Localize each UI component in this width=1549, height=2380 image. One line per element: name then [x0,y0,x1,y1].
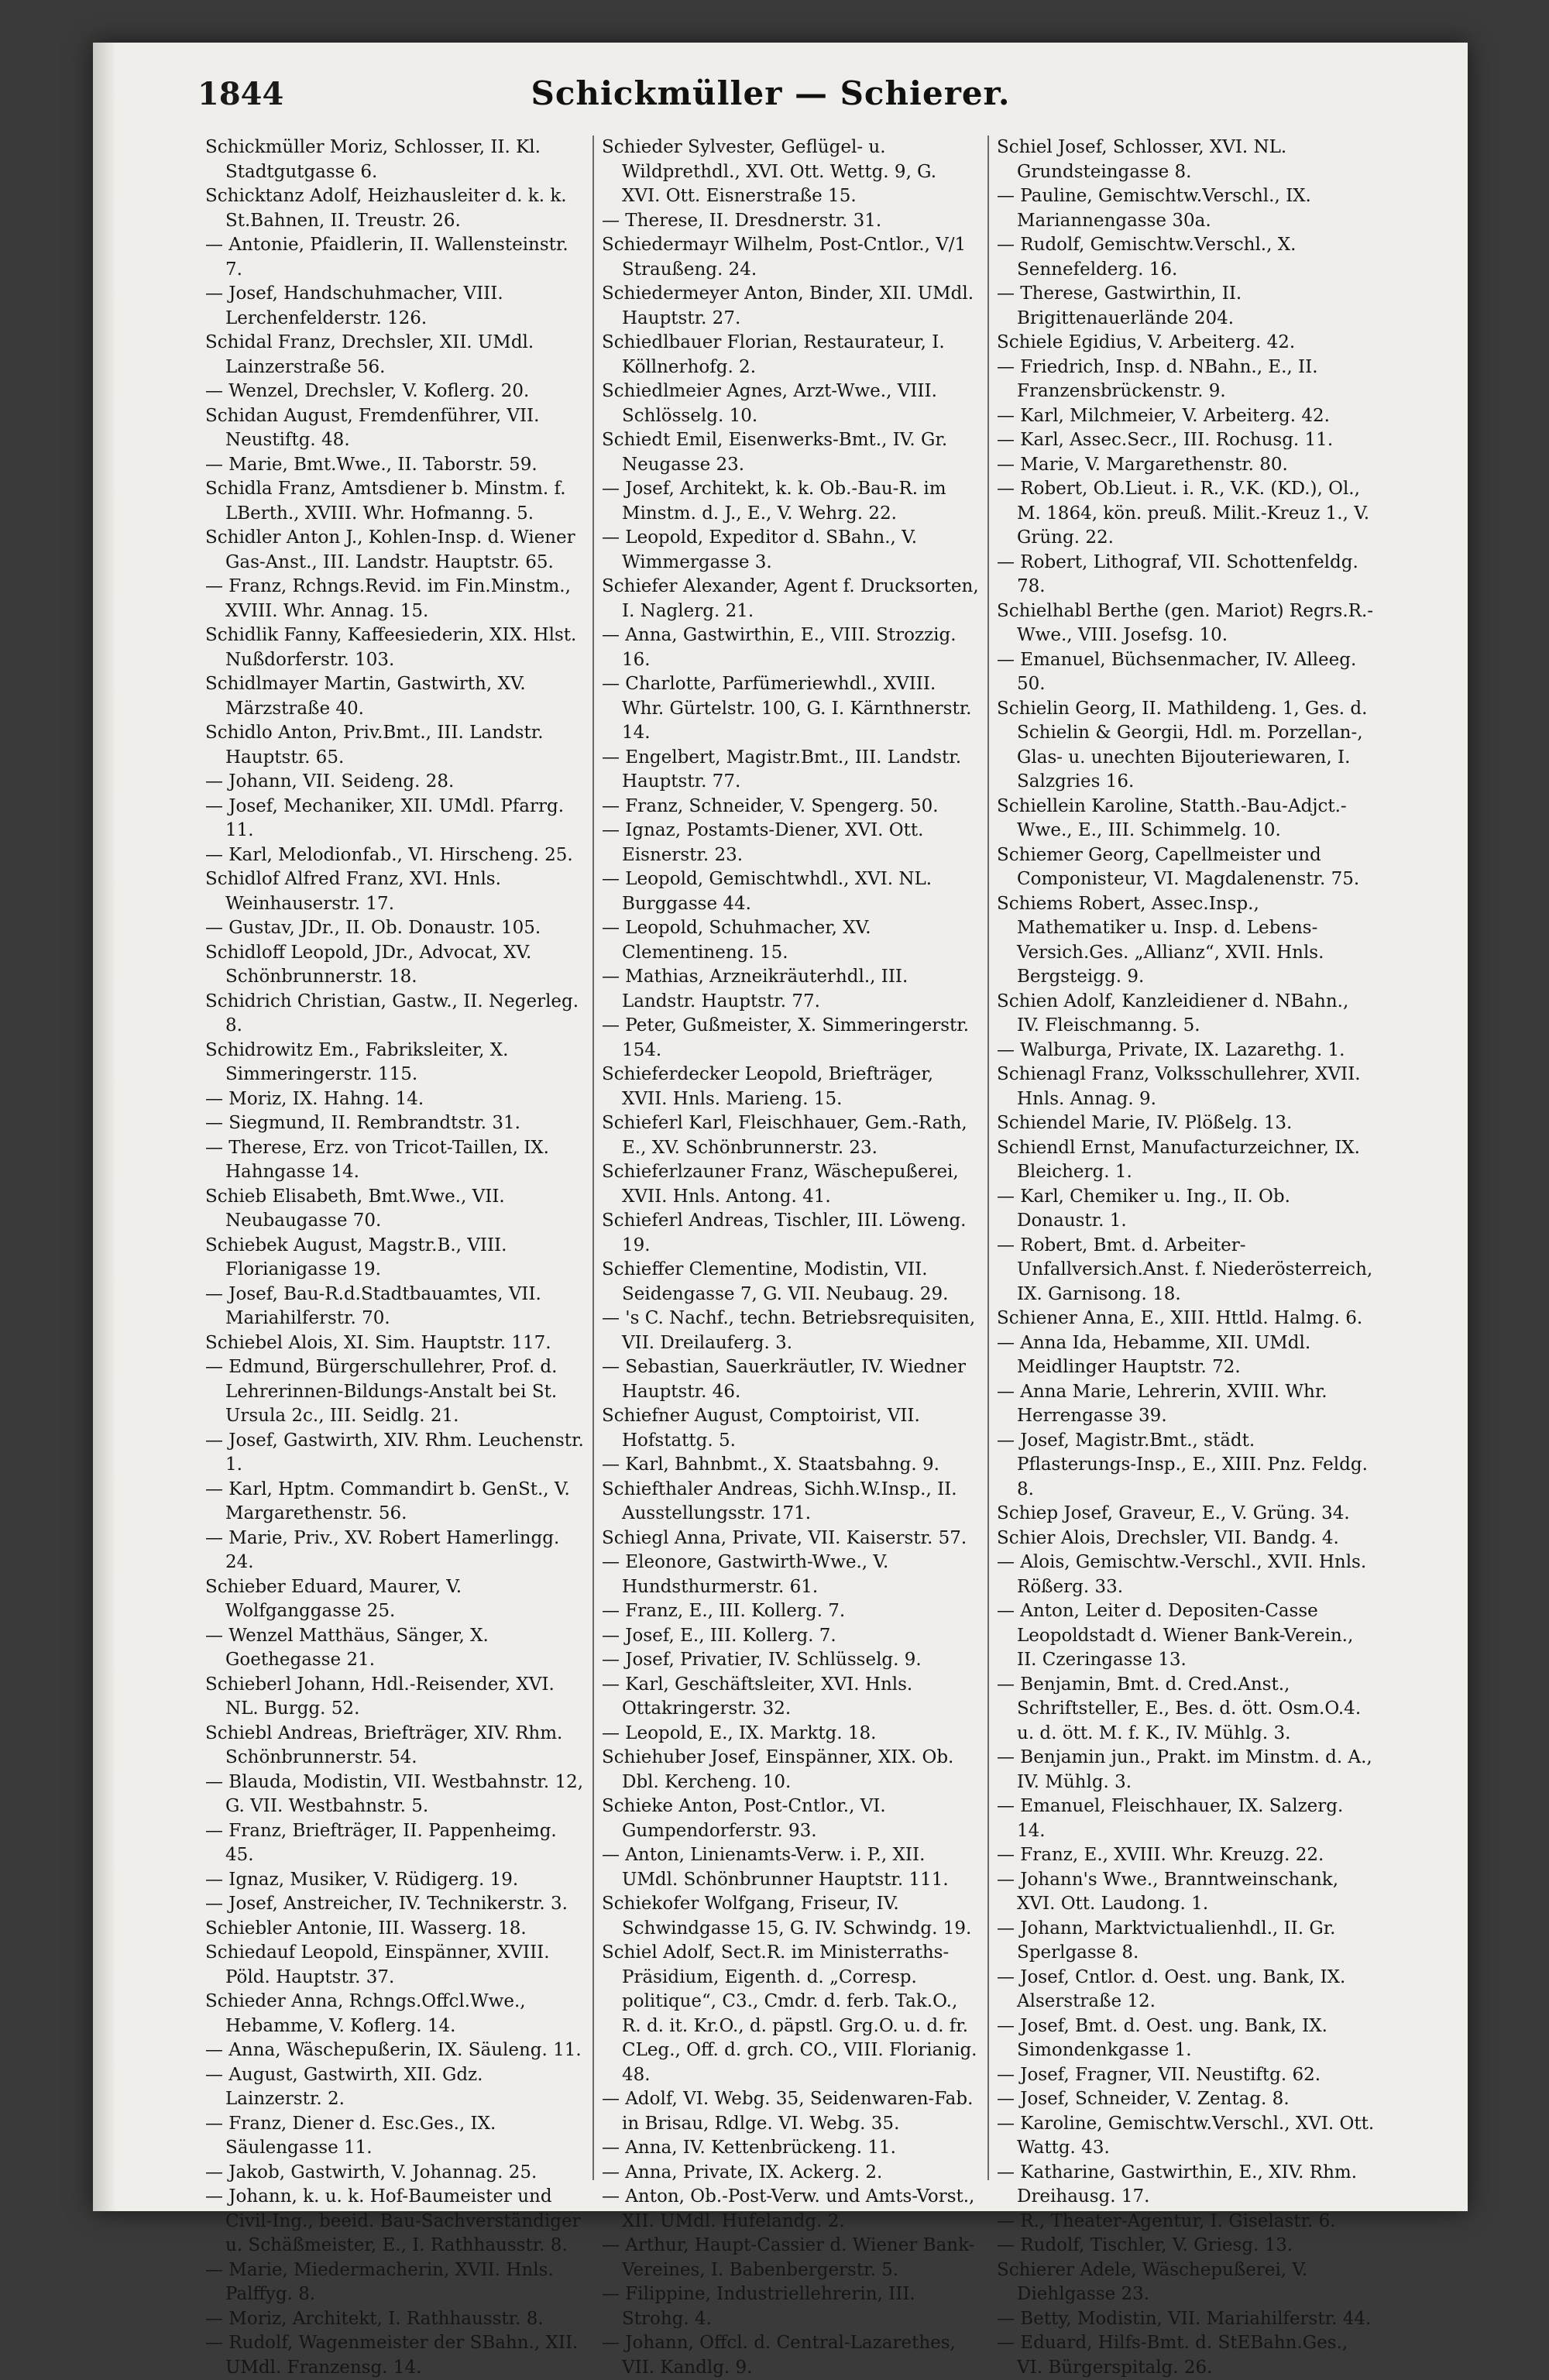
directory-entry: — Josef, E., III. Kollerg. 7. [602,1625,836,1646]
directory-entry: Schieferl Karl, Fleischhauer, Gem.-Rath, E., XV. Schönbrunnerstr. 23. [602,1113,967,1158]
directory-entry: — Leopold, Expeditor d. SBahn., V. Wimmergasse 3. [602,527,918,572]
directory-entry: — Anna, IV. Kettenbrückeng. 11. [602,2138,896,2158]
directory-entry: — Johann, k. u. k. Hof-Baumeister und Civil-Ing., beeid. Bau-Sachverständiger u. Schäßmeister, E., I. Rathhausstr. 8. [205,2186,581,2255]
directory-entry: — Therese, II. Dresdnerstr. 31. [602,210,882,231]
directory-entry: Schiedermayr Wilhelm, Post-Cntlor., V/1 Straußeng. 24. [602,235,967,280]
directory-entry: Schieferl Andreas, Tischler, III. Löweng. 19. [602,1211,967,1255]
directory-entry: Schickmüller Moriz, Schlosser, II. Kl. Stadtgutgasse 6. [205,137,541,182]
directory-entry: Schielhabl Berthe (gen. Mariot) Regrs.R.-Wwe., VIII. Josefsg. 10. [997,600,1374,645]
directory-entry: Schiefthaler Andreas, Sichh.W.Insp., II. Ausstellungsstr. 171. [602,1478,957,1523]
directory-entry: — Robert, Bmt. d. Arbeiter-Unfallversich.Anst. f. Niederösterreich, IX. Garnisong. 18. [997,1235,1373,1304]
directory-entry: Schicktanz Adolf, Heizhausleiter d. k. k. St.Bahnen, II. Treustr. 26. [205,186,567,231]
directory-entry: — Karl, Chemiker u. Ing., II. Ob. Donaustr. 1. [997,1186,1290,1231]
directory-entry: Schiebel Alois, XI. Sim. Hauptstr. 117. [205,1332,551,1353]
directory-entry: — Karl, Melodionfab., VI. Hirscheng. 25. [205,844,573,865]
directory-entry: — Josef, Handschuhmacher, VIII. Lerchenfelderstr. 126. [205,283,503,328]
directory-entry: — Leopold, E., IX. Marktg. 18. [602,1722,877,1743]
directory-entry: — Anna, Wäschepußerin, IX. Säuleng. 11. [205,2040,582,2060]
directory-entry: Schiems Robert, Assec.Insp., Mathematiker u. Insp. d. Lebens-Versich.Ges. „Allianz“, XVII. Hnls. Bergsteigg. 9. [997,893,1324,987]
directory-entry: Schiegl Anna, Private, VII. Kaiserstr. 57. [602,1527,967,1548]
directory-entry: — Marie, Priv., XV. Robert Hamerlingg. 24. [205,1527,560,1572]
directory-entry: — Josef, Bmt. d. Oest. ung. Bank, IX. Simondenkgasse 1. [997,2015,1327,2060]
directory-entry: Schiedauf Leopold, Einspänner, XVIII. Pöld. Hauptstr. 37. [205,1942,550,1987]
directory-entry: — Franz, E., III. Kollerg. 7. [602,1601,846,1621]
directory-entry: — Josef, Privatier, IV. Schlüsselg. 9. [602,1650,922,1670]
directory-entry: — Therese, Erz. von Tricot-Taillen, IX. Hahngasse 14. [205,1137,549,1182]
directory-entry: Schidrich Christian, Gastw., II. Negerleg. 8. [205,991,579,1035]
directory-entry: Schidlmayer Martin, Gastwirth, XV. Märzstraße 40. [205,674,526,719]
directory-entry: — Johann, VII. Seideng. 28. [205,771,455,792]
directory-entry: Schiel Josef, Schlosser, XVI. NL. Grundsteingasse 8. [997,137,1287,182]
directory-entry: Schieberl Johann, Hdl.-Reisender, XVI. NL. Burgg. 52. [205,1674,555,1719]
directory-entry: — August, Gastwirth, XII. Gdz. Lainzerstr. 2. [205,2064,483,2109]
directory-entry: — Mathias, Arzneikräuterhdl., III. Landstr. Hauptstr. 77. [602,967,908,1011]
directory-entry: — Eduard, Hilfs-Bmt. d. StEBahn.Ges., VI. Bürgerspitalg. 26. [997,2333,1348,2378]
directory-entry: — Moriz, Architekt, I. Rathhausstr. 8. [205,2308,544,2329]
directory-entry: — Betty, Modistin, VII. Mariahilferstr. 44. [997,2308,1372,2329]
directory-entry: — Marie, Bmt.Wwe., II. Taborstr. 59. [205,454,538,475]
directory-entry: — Robert, Lithograf, VII. Schottenfeldg. 78. [997,551,1358,596]
directory-entry: — Rudolf, Wagenmeister der SBahn., XII. UMdl. Franzensg. 14. [205,2333,579,2378]
directory-entry: — Benjamin, Bmt. d. Cred.Anst., Schriftsteller, E., Bes. d. ött. Osm.O.4. u. d. ött. M. f. K., IV. Mühlg. 3. [997,1674,1362,1743]
directory-column-2 [592,136,987,2378]
directory-column-1 [197,136,592,2378]
directory-entry: — Robert, Ob.Lieut. i. R., V.K. (KD.), Ol., M. 1864, kön. preuß. Milit.-Kreuz 1., V. Grüng. 22. [997,479,1370,548]
directory-entry: — Wenzel, Drechsler, V. Koflerg. 20. [205,381,530,401]
directory-entry: — Leopold, Schuhmacher, XV. Clementineng. 15. [602,918,871,963]
directory-entry: Schidloff Leopold, JDr., Advocat, XV. Schönbrunnerstr. 18. [205,942,532,987]
directory-entry: — Karl, Geschäftsleiter, XVI. Hnls. Ottakringerstr. 32. [602,1674,913,1719]
directory-entry: Schiemer Georg, Capellmeister und Componisteur, VI. Magdalenenstr. 75. [997,844,1360,889]
directory-entry: Schieber Eduard, Maurer, V. Wolfganggasse 25. [205,1576,462,1621]
directory-entry: Schiendel Marie, IV. Plößelg. 13. [997,1113,1293,1133]
directory-entry: Schien Adolf, Kanzleidiener d. NBahn., IV. Fleischmanng. 5. [997,991,1349,1035]
directory-entry: — Karl, Milchmeier, V. Arbeiterg. 42. [997,405,1330,426]
directory-entry: Schiekofer Wolfgang, Friseur, IV. Schwindgasse 15, G. IV. Schwindg. 19. [602,1894,972,1939]
directory-entry: Schierer Adele, Wäschepußerei, V. Diehlgasse 23. [997,2259,1308,2304]
directory-entry: — Wenzel Matthäus, Sänger, X. Goethegasse 21. [205,1625,489,1670]
directory-entry: — Johann, Marktvictualienhdl., II. Gr. Sperlgasse 8. [997,1918,1336,1963]
directory-entry: — Anna Ida, Hebamme, XII. UMdl. Meidlinger Hauptstr. 72. [997,1332,1311,1377]
directory-entry: — Karl, Bahnbmt., X. Staatsbahng. 9. [602,1454,939,1475]
directory-entry: — Gustav, JDr., II. Ob. Donaustr. 105. [205,918,541,938]
directory-entry: — Edmund, Bürgerschullehrer, Prof. d. Lehrerinnen-Bildungs-Anstalt bei St. Ursula 2c., III. Seidlg. 21. [205,1357,558,1426]
directory-entry: — Anna Marie, Lehrerin, XVIII. Whr. Herrengasse 39. [997,1381,1327,1426]
directory-entry: — Filippine, Industriellehrerin, III. Strohg. 4. [602,2284,915,2329]
directory-entry: Schieder Sylvester, Geflügel- u. Wildprethdl., XVI. Ott. Wettg. 9, G. XVI. Ott. Eisnerstraße 15. [602,137,937,206]
directory-entry: — 's C. Nachf., techn. Betriebsrequisiten, VII. Dreilauferg. 3. [602,1308,976,1353]
directory-entry: — Ignaz, Musiker, V. Rüdigerg. 19. [205,1869,519,1890]
directory-entry: — Anna, Gastwirthin, E., VIII. Strozzig. 16. [602,625,957,670]
directory-entry: — Johann's Wwe., Branntweinschank, XVI. Ott. Laudong. 1. [997,1869,1339,1914]
directory-entry: — Josef, Magistr.Bmt., städt. Pflasterungs-Insp., E., XIII. Pnz. Feldg. 8. [997,1430,1368,1499]
directory-entry: — Karl, Assec.Secr., III. Rochusg. 11. [997,430,1334,450]
directory-entry: Schiebler Antonie, III. Wasserg. 18. [205,1918,527,1939]
directory-entry: — Josef, Architekt, k. k. Ob.-Bau-R. im Minstm. d. J., E., V. Wehrg. 22. [602,479,946,524]
page-header [197,70,1344,124]
directory-entry: Schiebek August, Magstr.B., VIII. Florianigasse 19. [205,1235,507,1279]
directory-entry: — Anna, Private, IX. Ackerg. 2. [602,2162,883,2183]
directory-entry: Schieke Anton, Post-Cntlor., VI. Gumpendorferstr. 93. [602,1796,886,1841]
directory-entry: — Antonie, Pfaidlerin, II. Wallensteinstr. 7. [205,235,568,280]
directory-entry: — Franz, Schneider, V. Spengerg. 50. [602,795,939,816]
directory-entry: — Josef, Bau-R.d.Stadtbauamtes, VII. Mariahilferstr. 70. [205,1283,541,1328]
directory-entry: Schieder Anna, Rchngs.Offcl.Wwe., Hebamme, V. Koflerg. 14. [205,1991,526,2036]
directory-entry: — Emanuel, Fleischhauer, IX. Salzerg. 14. [997,1796,1344,1841]
directory-entry: Schidrowitz Em., Fabriksleiter, X. Simmeringerstr. 115. [205,1039,509,1084]
directory-entry: Schiebl Andreas, Briefträger, XIV. Rhm. Schönbrunnerstr. 54. [205,1722,563,1767]
directory-entry: Schiener Anna, E., XIII. Httld. Halmg. 6. [997,1308,1363,1328]
directory-entry: — Peter, Gußmeister, X. Simmeringerstr. 154. [602,1015,970,1060]
page-gutter [93,43,116,2211]
directory-entry: — Josef, Gastwirth, XIV. Rhm. Leuchenstr. 1. [205,1430,584,1475]
directory-entry: — R., Theater-Agentur, I. Giselastr. 6. [997,2210,1336,2231]
directory-entry: Schiehuber Josef, Einspänner, XIX. Ob. Dbl. Kercheng. 10. [602,1747,954,1792]
directory-entry: — Rudolf, Gemischtw.Verschl., X. Sennefelderg. 16. [997,235,1297,280]
directory-entry: Schielin Georg, II. Mathildeng. 1, Ges. d. Schielin & Georgii, Hdl. m. Porzellan-, Glas- u. unechten Bijouteriewaren, I. Salzgries 16. [997,698,1368,792]
directory-entry: — Josef, Anstreicher, IV. Technikerstr. 3. [205,1894,568,1914]
directory-entry: Schidlo Anton, Priv.Bmt., III. Landstr. Hauptstr. 65. [205,723,544,768]
directory-entry: Schieb Elisabeth, Bmt.Wwe., VII. Neubaugasse 70. [205,1186,505,1231]
directory-entry: Schiedermeyer Anton, Binder, XII. UMdl. Hauptstr. 27. [602,283,974,328]
directory-entry: — Sebastian, Sauerkräutler, IV. Wiedner Hauptstr. 46. [602,1357,966,1402]
directory-entry: — Ignaz, Postamts-Diener, XVI. Ott. Eisnerstr. 23. [602,820,924,865]
directory-entry: — Moriz, IX. Hahng. 14. [205,1088,424,1109]
directory-entry: Schienagl Franz, Volksschullehrer, XVII. Hnls. Annag. 9. [997,1064,1361,1109]
directory-entry: — Franz, Diener d. Esc.Ges., IX. Säulengasse 11. [205,2113,496,2158]
directory-entry: — Friedrich, Insp. d. NBahn., E., II. Franzensbrückenstr. 9. [997,356,1318,401]
directory-entry: Schidal Franz, Drechsler, XII. UMdl. Lainzerstraße 56. [205,332,534,377]
directory-entry: — Arthur, Haupt-Cassier d. Wiener Bank-Vereines, I. Babenbergerstr. 5. [602,2235,975,2280]
directory-entry: — Anton, Leiter d. Depositen-Casse Leopoldstadt d. Wiener Bank-Verein., II. Czeringasse 13. [997,1601,1354,1670]
directory-entry: — Blauda, Modistin, VII. Westbahnstr. 12, G. VII. Westbahnstr. 5. [205,1771,584,1816]
directory-entry: Schidler Anton J., Kohlen-Insp. d. Wiener Gas-Anst., III. Landstr. Hauptstr. 65. [205,527,575,572]
directory-entry: — Josef, Mechaniker, XII. UMdl. Pfarrg. 11. [205,795,565,840]
directory-entry: Schidlik Fanny, Kaffeesiederin, XIX. Hlst. Nußdorferstr. 103. [205,625,577,670]
directory-entry: Schiedt Emil, Eisenwerks-Bmt., IV. Gr. Neugasse 23. [602,430,948,475]
directory-entry: Schidla Franz, Amtsdiener b. Minstm. f. LBerth., XVIII. Whr. Hofmanng. 5. [205,479,566,524]
directory-entry: — Adolf, VI. Webg. 35, Seidenwaren-Fab. in Brisau, Rdlge. VI. Webg. 35. [602,2089,974,2134]
directory-entry: Schiefer Alexander, Agent f. Drucksorten, I. Naglerg. 21. [602,576,979,621]
directory-columns [197,136,1398,2378]
directory-entry: — Anton, Ob.-Post-Verw. und Amts-Vorst., XII. UMdl. Hufelandg. 2. [602,2186,975,2231]
directory-entry: Schieffer Clementine, Modistin, VII. Seidengasse 7, G. VII. Neubaug. 29. [602,1259,949,1304]
directory-entry: — Johann, Offcl. d. Central-Lazarethes, VII. Kandlg. 9. [602,2333,956,2378]
directory-entry: — Karl, Hptm. Commandirt b. GenSt., V. Margarethenstr. 56. [205,1478,570,1523]
directory-entry: — Alois, Gemischtw.-Verschl., XVII. Hnls. Rößerg. 33. [997,1552,1367,1597]
directory-entry: Schidlof Alfred Franz, XVI. Hnls. Weinhauserstr. 17. [205,869,501,914]
directory-entry: — Karoline, Gemischtw.Verschl., XVI. Ott. Wattg. 43. [997,2113,1375,2158]
page-number: 1844 [197,76,284,112]
directory-entry: — Eleonore, Gastwirth-Wwe., V. Hundsthurmerstr. 61. [602,1552,889,1597]
directory-entry: — Charlotte, Parfümeriewhdl., XVIII. Whr. Gürtelstr. 100, G. I. Kärnthnerstr. 14. [602,674,972,743]
directory-entry: Schiendl Ernst, Manufacturzeichner, IX. Bleicherg. 1. [997,1137,1360,1182]
directory-column-3 [987,136,1382,2378]
directory-entry: Schiep Josef, Graveur, E., V. Grüng. 34. [997,1503,1350,1523]
directory-entry: — Anton, Linienamts-Verw. i. P., XII. UMdl. Schönbrunner Hauptstr. 111. [602,1845,949,1890]
directory-entry: — Franz, Briefträger, II. Pappenheimg. 45. [205,1820,557,1865]
directory-entry: — Therese, Gastwirthin, II. Brigittenauerlände 204. [997,283,1242,328]
directory-entry: — Emanuel, Büchsenmacher, IV. Alleeg. 50. [997,649,1357,694]
directory-page [93,43,1468,2378]
directory-entry: — Franz, Rchngs.Revid. im Fin.Minstm., XVIII. Whr. Annag. 15. [205,576,571,621]
directory-entry: — Engelbert, Magistr.Bmt., III. Landstr. Hauptstr. 77. [602,747,962,792]
directory-entry: Schidan August, Fremdenführer, VII. Neustiftg. 48. [205,405,540,450]
directory-entry: Schieferlzauner Franz, Wäschepußerei, XVII. Hnls. Antong. 41. [602,1162,959,1207]
directory-entry: Schiellein Karoline, Statth.-Bau-Adjct.-Wwe., E., III. Schimmelg. 10. [997,795,1347,840]
directory-entry: — Siegmund, II. Rembrandtstr. 31. [205,1113,520,1133]
directory-entry: — Walburga, Private, IX. Lazarethg. 1. [997,1039,1345,1060]
directory-entry: — Katharine, Gastwirthin, E., XIV. Rhm. Dreihausg. 17. [997,2162,1358,2207]
directory-entry: — Franz, E., XVIII. Whr. Kreuzg. 22. [997,1845,1324,1865]
directory-entry: — Jakob, Gastwirth, V. Johannag. 25. [205,2162,538,2183]
directory-entry: Schiedlbauer Florian, Restaurateur, I. Köllnerhofg. 2. [602,332,945,377]
directory-entry: Schieferdecker Leopold, Briefträger, XVII. Hnls. Marieng. 15. [602,1064,934,1109]
directory-entry: Schiele Egidius, V. Arbeiterg. 42. [997,332,1296,352]
directory-entry: — Josef, Cntlor. d. Oest. ung. Bank, IX. Alserstraße 12. [997,1966,1346,2011]
directory-entry: Schiedlmeier Agnes, Arzt-Wwe., VIII. Schlösselg. 10. [602,381,937,426]
directory-entry: — Marie, V. Margarethenstr. 80. [997,454,1288,475]
directory-entry: — Leopold, Gemischtwhdl., XVI. NL. Burggasse 44. [602,869,932,914]
directory-entry: — Josef, Schneider, V. Zentag. 8. [997,2089,1290,2109]
directory-entry: — Pauline, Gemischtw.Verschl., IX. Mariannengasse 30a. [997,186,1311,231]
directory-entry: — Rudolf, Tischler, V. Griesg. 13. [997,2235,1293,2255]
running-head: Schickmüller — Schierer. [531,74,1011,112]
directory-entry: Schiel Adolf, Sect.R. im Ministerraths-Präsidium, Eigenth. d. „Corresp. politique“, C3., Cmdr. d. ferb. Tak.O., R. d. it. Kr.O., d. päpstl. Grg.O. u. d. fr. CLeg., Off. d. grch. CO., VIII. Florianig. 48. [602,1942,977,2085]
directory-entry: — Josef, Fragner, VII. Neustiftg. 62. [997,2064,1321,2085]
directory-entry: — Marie, Miedermacherin, XVII. Hnls. Palffyg. 8. [205,2259,554,2304]
directory-entry: — Benjamin jun., Prakt. im Minstm. d. A., IV. Mühlg. 3. [997,1747,1372,1792]
directory-entry: Schiefner August, Comptoirist, VII. Hofstattg. 5. [602,1406,920,1451]
directory-entry: Schier Alois, Drechsler, VII. Bandg. 4. [997,1527,1339,1548]
